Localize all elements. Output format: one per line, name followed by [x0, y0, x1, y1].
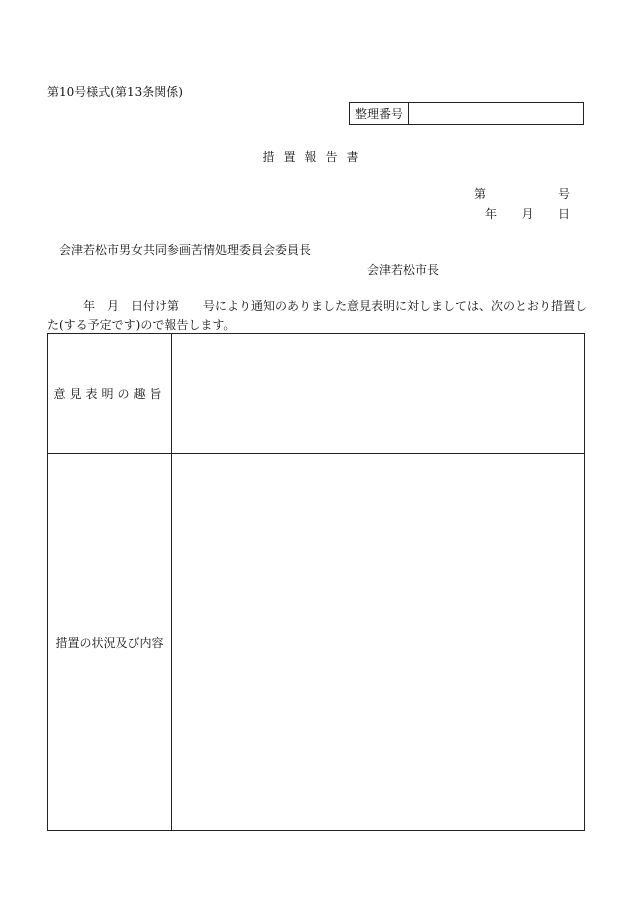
- document-number-line: [474, 185, 570, 202]
- date-year: 年: [485, 207, 498, 221]
- reference-number-field[interactable]: [409, 103, 583, 124]
- form-header: 第10号様式(第13条関係): [47, 85, 183, 99]
- opinion-summary-label: 意見表明の趣旨: [48, 334, 172, 453]
- report-table: [47, 333, 585, 831]
- date-day: 日: [557, 207, 570, 221]
- document-number-suffix: 号: [557, 187, 570, 201]
- sender: 会津若松市長: [367, 263, 440, 277]
- reference-number-label: 整理番号: [350, 103, 409, 124]
- document-title: 措置報告書: [262, 150, 368, 164]
- table-row: [48, 334, 584, 454]
- document-number-prefix: 第: [474, 187, 487, 201]
- reference-number-box: [349, 102, 584, 125]
- measure-status-label: 措置の状況及び内容: [48, 454, 172, 830]
- opinion-summary-field[interactable]: [172, 334, 584, 453]
- date-month: 月: [521, 207, 534, 221]
- recipient: 会津若松市男女共同参画苦情処理委員会委員長: [59, 243, 312, 257]
- measure-status-field[interactable]: [172, 454, 584, 830]
- date-line: [485, 205, 570, 222]
- body-text: 年 月 日付け第 号により通知のありました意見表明に対しましては、次のとおり措置した(する予定です)ので報告します。: [47, 299, 588, 332]
- table-row: [48, 454, 584, 830]
